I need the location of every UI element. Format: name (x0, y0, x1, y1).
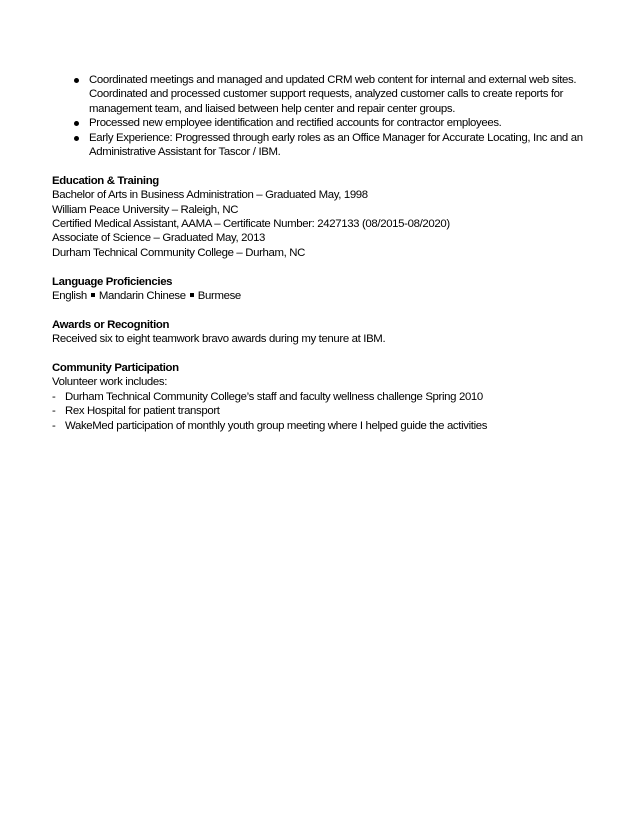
awards-text: Received six to eight teamwork bravo awards during my tenure at IBM. (52, 333, 386, 346)
language-item: English (52, 290, 87, 303)
community-intro: Volunteer work includes: (52, 376, 168, 389)
bullet-icon (74, 136, 79, 141)
experience-bullet-item (52, 73, 612, 116)
experience-bullet-list (52, 73, 612, 159)
experience-bullet-text: Processed new employee identification and rectified accounts for contractor employees. (89, 117, 502, 130)
square-bullet-icon (190, 293, 194, 297)
education-heading: Education & Training (52, 174, 159, 187)
dash-marker: - (52, 405, 56, 418)
awards-heading: Awards or Recognition (52, 318, 170, 331)
dash-marker: - (52, 419, 56, 432)
community-list-item (52, 419, 612, 433)
awards-section (52, 318, 612, 347)
experience-bullet-item (52, 116, 612, 130)
language-list (52, 289, 612, 303)
community-item-text: WakeMed participation of monthly youth group meeting where I helped guide the activities (65, 419, 488, 432)
dash-marker: - (52, 390, 56, 403)
community-item-text: Durham Technical Community College’s staff and faculty wellness challenge Spring 2010 (65, 390, 483, 403)
education-line: Bachelor of Arts in Business Administration – Graduated May, 1998 (52, 189, 368, 202)
education-line: Durham Technical Community College – Durham, NC (52, 246, 306, 259)
community-list-item (52, 404, 612, 418)
languages-heading: Language Proficiencies (52, 275, 173, 288)
language-item: Mandarin Chinese (98, 290, 186, 303)
education-line: Certified Medical Assistant, AAMA – Certificate Number: 2427133 (08/2015-08/2020) (52, 218, 450, 231)
experience-bullet-text: Coordinated meetings and managed and updated CRM web content for internal and external web sites. Coordinated and processed customer support requests, analyzed customer calls to create reports for management team, and liaised between help center and repair center groups. (89, 74, 577, 115)
bullet-icon (74, 78, 79, 83)
education-section (52, 174, 612, 260)
bullet-icon (74, 121, 79, 126)
resume-content (52, 73, 612, 433)
community-list-item (52, 390, 612, 404)
experience-bullet-item (52, 131, 612, 160)
community-section (52, 361, 612, 433)
language-item: Burmese (197, 290, 241, 303)
square-bullet-icon (91, 293, 95, 297)
languages-section (52, 275, 612, 304)
community-heading: Community Participation (52, 362, 179, 375)
education-line: Associate of Science – Graduated May, 2013 (52, 232, 266, 245)
education-line: William Peace University – Raleigh, NC (52, 203, 239, 216)
community-item-text: Rex Hospital for patient transport (65, 405, 220, 418)
experience-bullet-text: Early Experience: Progressed through early roles as an Office Manager for Accurate Locating, Inc and an Administrative Assistant for Tascor / IBM. (89, 131, 583, 159)
